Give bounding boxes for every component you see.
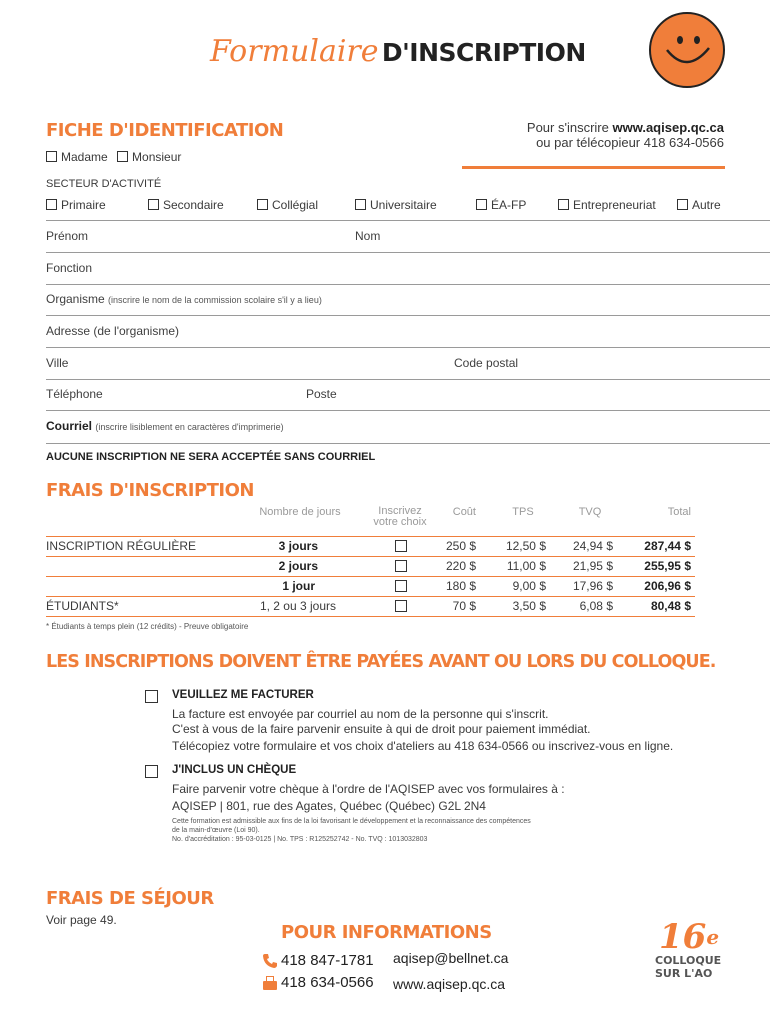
col-choix-line2: votre choix	[373, 516, 427, 528]
row-cout: 220 $	[445, 559, 476, 573]
secteur-universitaire[interactable]	[355, 198, 437, 212]
courriel-label	[46, 419, 284, 433]
row-tvq: 17,96 $	[572, 579, 613, 593]
checkbox[interactable]	[257, 199, 268, 210]
secteur-option-label: Collégial	[272, 198, 319, 212]
secteur-label: SECTEUR D'ACTIVITÉ	[46, 178, 162, 190]
ville-label: Ville	[46, 356, 69, 370]
secteur-option-label: Autre	[692, 198, 721, 212]
col-tps: TPS	[512, 506, 534, 518]
sejour-heading: FRAIS DE SÉJOUR	[46, 888, 214, 909]
row-jours: 3 jours	[278, 539, 318, 553]
phone-icon	[262, 953, 278, 969]
civilite-row	[46, 150, 181, 164]
cheque-checkbox[interactable]	[145, 765, 158, 778]
header-rule	[462, 166, 725, 169]
cheque-line: AQISEP | 801, rue des Agates, Québec (Québec) G2L 2N4	[172, 799, 486, 813]
secteur-primaire[interactable]	[46, 198, 106, 212]
frais-heading: FRAIS D'INSCRIPTION	[46, 480, 254, 501]
organisme-field[interactable]	[46, 315, 770, 316]
col-cout: Coût	[452, 506, 476, 518]
secteur-entrepreneuriat[interactable]	[558, 198, 656, 212]
row-total: 255,95 $	[644, 559, 691, 573]
secteur-collegial[interactable]	[257, 198, 318, 212]
monsieur-checkbox[interactable]	[117, 151, 128, 162]
courriel-field[interactable]	[46, 443, 770, 444]
monsieur-label: Monsieur	[132, 150, 182, 164]
title-script: Formulaire	[210, 34, 379, 69]
poste-label: Poste	[306, 387, 337, 401]
page-title	[210, 34, 586, 69]
telephone-label: Téléphone	[46, 387, 103, 401]
infos-heading: POUR INFORMATIONS	[281, 922, 492, 943]
row-rule	[46, 556, 695, 557]
organisme-note: (inscrire le nom de la commission scolaire s'il y a lieu)	[108, 295, 322, 305]
legal-line: Cette formation est admissible aux fins de la loi favorisant le développement et la reconnaissance des compétences	[172, 818, 531, 825]
table-rule	[46, 536, 695, 537]
secteur-option-label: Entrepreneuriat	[573, 198, 656, 212]
facturer-title: VEUILLEZ ME FACTURER	[172, 689, 314, 701]
checkbox[interactable]	[677, 199, 688, 210]
ident-heading: FICHE D'IDENTIFICATION	[46, 120, 284, 141]
row-jours: 1, 2 ou 3 jours	[259, 599, 336, 613]
row-rule	[46, 576, 695, 577]
register-info	[527, 120, 724, 150]
title-caps: D'INSCRIPTION	[381, 38, 586, 67]
organisme-text: Organisme	[46, 292, 105, 306]
row-tvq: 24,94 $	[572, 539, 613, 553]
infos-fax[interactable]: 418 634-0566	[281, 974, 374, 991]
sejour-note: Voir page 49.	[46, 913, 117, 927]
choix-checkbox[interactable]	[395, 600, 407, 612]
col-total: Total	[667, 506, 691, 518]
row-tps: 9,00 $	[512, 579, 546, 593]
row-tvq: 6,08 $	[579, 599, 613, 613]
frais-footnote: * Étudiants à temps plein (12 crédits) - Preuve obligatoire	[46, 622, 249, 631]
cheque-title: J'INCLUS UN CHÈQUE	[172, 764, 297, 776]
col-choix	[362, 506, 438, 528]
row-jours: 2 jours	[278, 559, 318, 573]
checkbox[interactable]	[148, 199, 159, 210]
smiley-logo-icon	[647, 10, 727, 90]
secteur-option-label: Secondaire	[163, 198, 224, 212]
facturer-line: Télécopiez votre formulaire et vos choix d'ateliers au 418 634-0566 ou inscrivez-vous en ligne.	[172, 739, 674, 753]
col-choix-line1: Inscrivez	[378, 505, 422, 517]
col-tvq: TVQ	[578, 506, 602, 518]
secteur-autre[interactable]	[677, 198, 721, 212]
secteur-option-label: Primaire	[61, 198, 106, 212]
row-tps: 11,00 $	[506, 559, 546, 573]
checkbox[interactable]	[355, 199, 366, 210]
madame-label: Madame	[61, 150, 108, 164]
fonction-label: Fonction	[46, 261, 93, 275]
legal-text	[172, 817, 531, 844]
row-cout: 70 $	[452, 599, 476, 613]
colloque-logo	[655, 917, 735, 980]
choix-checkbox[interactable]	[395, 580, 407, 592]
row-label: INSCRIPTION RÉGULIÈRE	[46, 539, 197, 553]
infos-email[interactable]: aqisep@bellnet.ca	[393, 950, 509, 966]
row-total: 206,96 $	[644, 579, 691, 593]
choix-checkbox[interactable]	[395, 540, 407, 552]
logo-line1: COLLOQUE	[655, 954, 722, 967]
row-rule	[46, 616, 695, 617]
row-jours: 1 jour	[282, 579, 315, 593]
courriel-warning: AUCUNE INSCRIPTION NE SERA ACCEPTÉE SANS COURRIEL	[46, 451, 376, 463]
cheque-text	[172, 781, 565, 815]
nom-label: Nom	[355, 229, 381, 243]
secteur-secondaire[interactable]	[148, 198, 224, 212]
prenom-label: Prénom	[46, 229, 89, 243]
col-jours: Nombre de jours	[259, 506, 341, 518]
secteur-option-label: Universitaire	[370, 198, 437, 212]
row-tps: 12,50 $	[505, 539, 546, 553]
row-tps: 3,50 $	[512, 599, 546, 613]
logo-number: 16	[659, 917, 707, 957]
legal-line: de la main-d'œuvre (Loi 90).	[172, 827, 260, 834]
divider	[46, 220, 770, 221]
paiement-heading: LES INSCRIPTIONS DOIVENT ÊTRE PAYÉES AVANT OU LORS DU COLLOQUE.	[46, 652, 716, 672]
adresse-label: Adresse (de l'organisme)	[46, 324, 180, 338]
facturer-text	[172, 707, 673, 754]
facturer-checkbox[interactable]	[145, 690, 158, 703]
infos-site[interactable]: www.aqisep.qc.ca	[393, 976, 506, 992]
ville-field[interactable]	[46, 379, 770, 380]
register-url[interactable]: www.aqisep.qc.ca	[612, 120, 724, 135]
facturer-line: La facture est envoyée par courriel au nom de la personne qui s'inscrit.	[172, 707, 549, 721]
secteur-option-label: ÉA-FP	[491, 198, 527, 212]
cheque-line: Faire parvenir votre chèque à l'ordre de l'AQISEP avec vos formulaires à :	[172, 782, 565, 796]
checkbox[interactable]	[46, 199, 57, 210]
row-total: 287,44 $	[644, 539, 691, 553]
row-cout: 250 $	[445, 539, 476, 553]
checkbox[interactable]	[558, 199, 569, 210]
register-prefix: Pour s'inscrire	[526, 120, 609, 135]
row-label: ÉTUDIANTS*	[46, 599, 119, 613]
organisme-label	[46, 292, 322, 306]
row-rule	[46, 596, 695, 597]
adresse-field[interactable]	[46, 347, 770, 348]
courriel-text: Courriel	[46, 419, 93, 433]
logo-sup: e	[706, 925, 720, 949]
prenom-nom-field[interactable]	[46, 252, 770, 253]
row-cout: 180 $	[445, 579, 476, 593]
logo-line2: SUR L'AO	[655, 967, 713, 980]
madame-checkbox[interactable]	[46, 151, 57, 162]
infos-tel[interactable]: 418 847-1781	[281, 952, 374, 969]
fonction-field[interactable]	[46, 284, 770, 285]
code-postal-label: Code postal	[454, 356, 519, 370]
fax-line: ou par télécopieur 418 634-0566	[536, 135, 724, 150]
row-total: 80,48 $	[650, 599, 691, 613]
secteur-ea-fp[interactable]	[476, 198, 526, 212]
row-tvq: 21,95 $	[572, 559, 613, 573]
checkbox[interactable]	[476, 199, 487, 210]
courriel-note: (inscrire lisiblement en caractères d'imprimerie)	[95, 422, 284, 432]
telephone-field[interactable]	[46, 410, 770, 411]
fax-icon	[262, 975, 278, 991]
legal-line: No. d'accréditation : 95-03-0125 | No. TPS : R125252742 - No. TVQ : 1013032803	[172, 836, 428, 843]
choix-checkbox[interactable]	[395, 560, 407, 572]
facturer-line: C'est à vous de la faire parvenir ensuite à qui de droit pour paiement immédiat.	[172, 722, 591, 736]
